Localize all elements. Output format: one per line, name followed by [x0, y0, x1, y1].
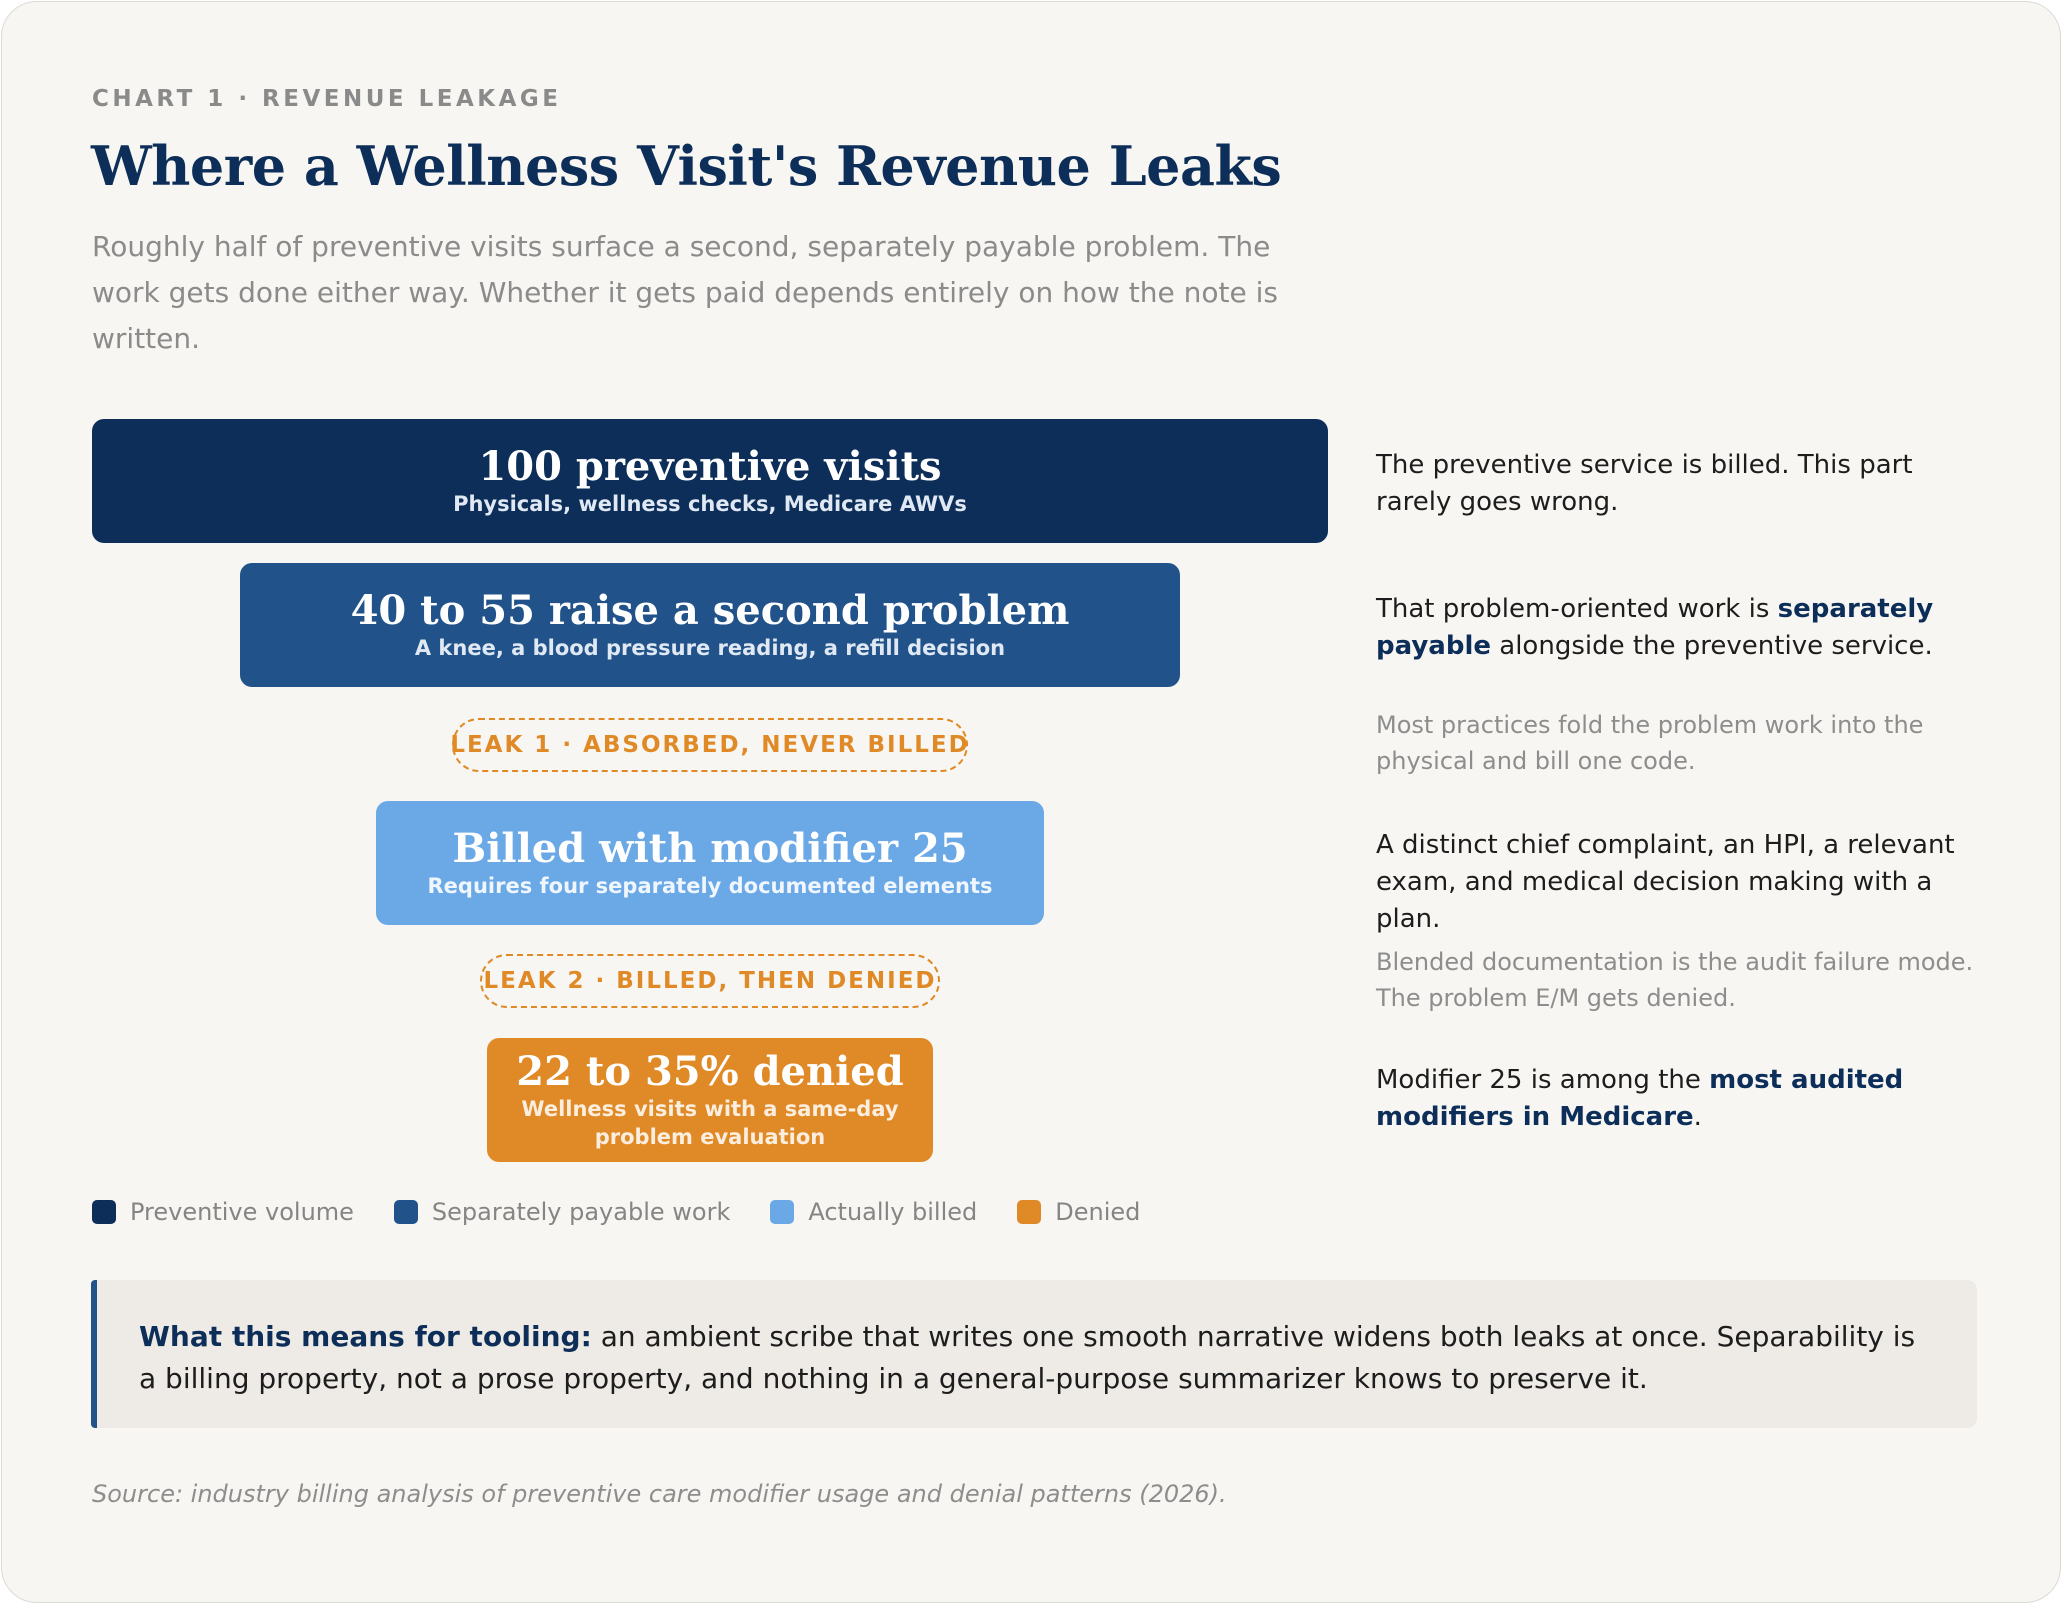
note-text: alongside the preventive service. — [1491, 631, 1933, 661]
legend-swatch — [1017, 1200, 1041, 1224]
funnel-stage-modifier-25 — [376, 801, 1044, 925]
legend-swatch — [92, 1200, 116, 1224]
legend-label: Denied — [1055, 1198, 1141, 1226]
note-separately-payable — [1376, 591, 1986, 665]
legend-label: Preventive volume — [130, 1198, 354, 1226]
funnel-row-3 — [92, 801, 1328, 925]
legend — [92, 1198, 1180, 1226]
note-leak-2: Blended documentation is the audit failure mode. The problem E/M gets denied. — [1376, 948, 1974, 1012]
funnel-row-leak-2 — [92, 954, 1328, 1008]
note-text: Modifier 25 is among the — [1376, 1065, 1710, 1095]
stage-subtitle: A knee, a blood pressure reading, a refill decision — [414, 636, 1006, 660]
funnel-row-4 — [92, 1038, 1328, 1162]
note-most-audited — [1376, 1062, 1986, 1136]
legend-label: Actually billed — [808, 1198, 978, 1226]
legend-item-actually-billed — [770, 1198, 977, 1226]
callout-lead: What this means for tooling: — [139, 1320, 592, 1353]
stage-title: Billed with modifier 25 — [452, 825, 968, 872]
callout-text: an ambient scribe that writes one smooth narrative widens both leaks at once. Separability is a billing property, not a prose property, and nothing in a general-purpose summarizer knows to preserve it. — [139, 1320, 1916, 1395]
legend-item-separately-payable — [394, 1198, 730, 1226]
funnel-stage-second-problem — [240, 563, 1180, 687]
chart-card — [1, 1, 2061, 1603]
funnel-row-2 — [92, 563, 1328, 687]
note-preventive-billed: The preventive service is billed. This part rarely goes wrong. — [1376, 450, 1913, 517]
legend-swatch — [394, 1200, 418, 1224]
note-leak-1: Most practices fold the problem work into the physical and bill one code. — [1376, 711, 1924, 775]
leak-1-badge: LEAK 1 · ABSORBED, NEVER BILLED — [452, 718, 968, 772]
funnel-row-leak-1 — [92, 718, 1328, 772]
funnel-row-1 — [92, 419, 1328, 543]
tooling-callout — [91, 1280, 1977, 1428]
note-modifier-elements: A distinct chief complaint, an HPI, a relevant exam, and medical decision making with a plan. — [1376, 830, 1955, 934]
note-emphasis: most audited modifiers in Medicare — [1376, 1065, 1904, 1132]
leak-2-badge: LEAK 2 · BILLED, THEN DENIED — [480, 954, 940, 1008]
note-emphasis: separately payable — [1376, 594, 1934, 661]
chart-eyebrow: CHART 1 · REVENUE LEAKAGE — [92, 86, 562, 112]
stage-title: 22 to 35% denied — [516, 1048, 904, 1095]
note-text: . — [1693, 1102, 1702, 1132]
legend-label: Separately payable work — [431, 1198, 731, 1226]
chart-title: Where a Wellness Visit's Revenue Leaks — [91, 134, 1282, 198]
stage-title: 40 to 55 raise a second problem — [350, 587, 1070, 634]
stage-subtitle: Physicals, wellness checks, Medicare AWVs — [453, 492, 967, 516]
funnel-stage-preventive-visits — [92, 419, 1328, 543]
source-note: Source: industry billing analysis of preventive care modifier usage and denial patterns (2026). — [92, 1480, 1227, 1508]
stage-subtitle: Requires four separately documented elements — [427, 874, 993, 898]
legend-item-denied — [1017, 1198, 1140, 1226]
chart-subtitle: Roughly half of preventive visits surface a second, separately payable problem. The work gets done either way. Whether it gets paid depends entirely on how the note is written. — [92, 230, 1279, 355]
legend-item-preventive — [92, 1198, 354, 1226]
legend-swatch — [770, 1200, 794, 1224]
stage-title: 100 preventive visits — [478, 443, 942, 490]
note-text: That problem-oriented work is — [1376, 594, 1778, 624]
funnel-stage-denied — [487, 1038, 933, 1162]
stage-subtitle: Wellness visits with a same-day problem evaluation — [521, 1097, 899, 1149]
